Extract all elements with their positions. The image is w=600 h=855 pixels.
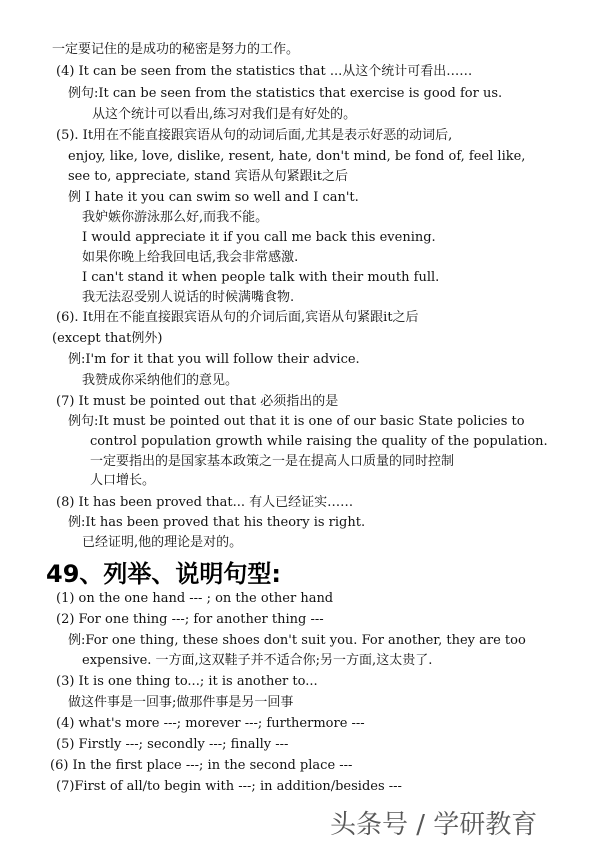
translation-line: 一定要指出的是国家基本政策之一是在提高人口质量的同时控制 [90,454,455,469]
text-line: (4) It can be seen from the statistics that ...从这个统计可看出…… [56,64,473,79]
example-line: 例句:It can be seen from the statistics that exercise is good for us. [68,86,503,101]
example-line: 例句:It must be pointed out that it is one of our basic State policies to [68,414,525,429]
list-item: (3) It is one thing to...; it is another to... [56,674,318,689]
translation-line: 我无法忍受别人说话的时候满嘴食物. [82,290,295,305]
text-line: (6). It用在不能直接跟宾语从句的介词后面,宾语从句紧跟it之后 [56,310,419,325]
example-line: 例:I'm for it that you will follow their advice. [68,352,360,367]
list-item: (1) on the one hand --- ; on the other hand [56,591,334,606]
translation-line: 我赞成你采纳他们的意见。 [82,373,239,388]
example-line: I can't stand it when people talk with their mouth full. [82,270,440,285]
list-item: (6) In the first place ---; in the second place --- [50,758,353,773]
text-line: see to, appreciate, stand 宾语从句紧跟it之后 [68,169,349,184]
example-line: I would appreciate it if you call me back this evening. [82,230,436,245]
list-item: (5) Firstly ---; secondly ---; finally --- [56,737,289,752]
text-line: (except that例外) [52,331,163,346]
example-line: 例:It has been proved that his theory is right. [68,515,366,530]
watermark: 头条号 / 学研教育 [330,810,538,840]
text-line: (5). It用在不能直接跟宾语从句的动词后面,尤其是表示好恶的动词后, [56,128,453,143]
text-line: (8) It has been proved that... 有人已经证实…… [56,495,354,510]
translation-line: 从这个统计可以看出,练习对我们是有好处的。 [92,107,357,122]
translation-line: 人口增长。 [90,473,156,488]
list-item: (4) what's more ---; morever ---; furthermore --- [56,716,365,731]
translation-line: 已经证明,他的理论是对的。 [82,535,243,550]
section-heading: 49、列举、说明句型: [46,560,281,588]
list-item: (7)First of all/to begin with ---; in addition/besides --- [56,779,402,794]
text-line: 一定要记住的是成功的秘密是努力的工作。 [52,42,300,57]
translation-line: 如果你晚上给我回电话,我会非常感激. [82,250,299,265]
example-line: expensive. 一方面,这双鞋子并不适合你;另一方面,这太贵了. [82,653,433,668]
example-line: 例 I hate it you can swim so well and I can't. [68,190,359,205]
text-line: (7) It must be pointed out that 必须指出的是 [56,394,339,409]
list-item: (2) For one thing ---; for another thing --- [56,612,324,627]
translation-line: 做这件事是一回事;做那件事是另一回事 [68,695,294,710]
example-line: control population growth while raising the quality of the population. [90,434,548,449]
example-line: 例:For one thing, these shoes don't suit you. For another, they are too [68,633,526,648]
translation-line: 我妒嫉你游泳那么好,而我不能。 [82,210,269,225]
text-line: enjoy, like, love, dislike, resent, hate, don't mind, be fond of, feel like, [68,149,526,164]
